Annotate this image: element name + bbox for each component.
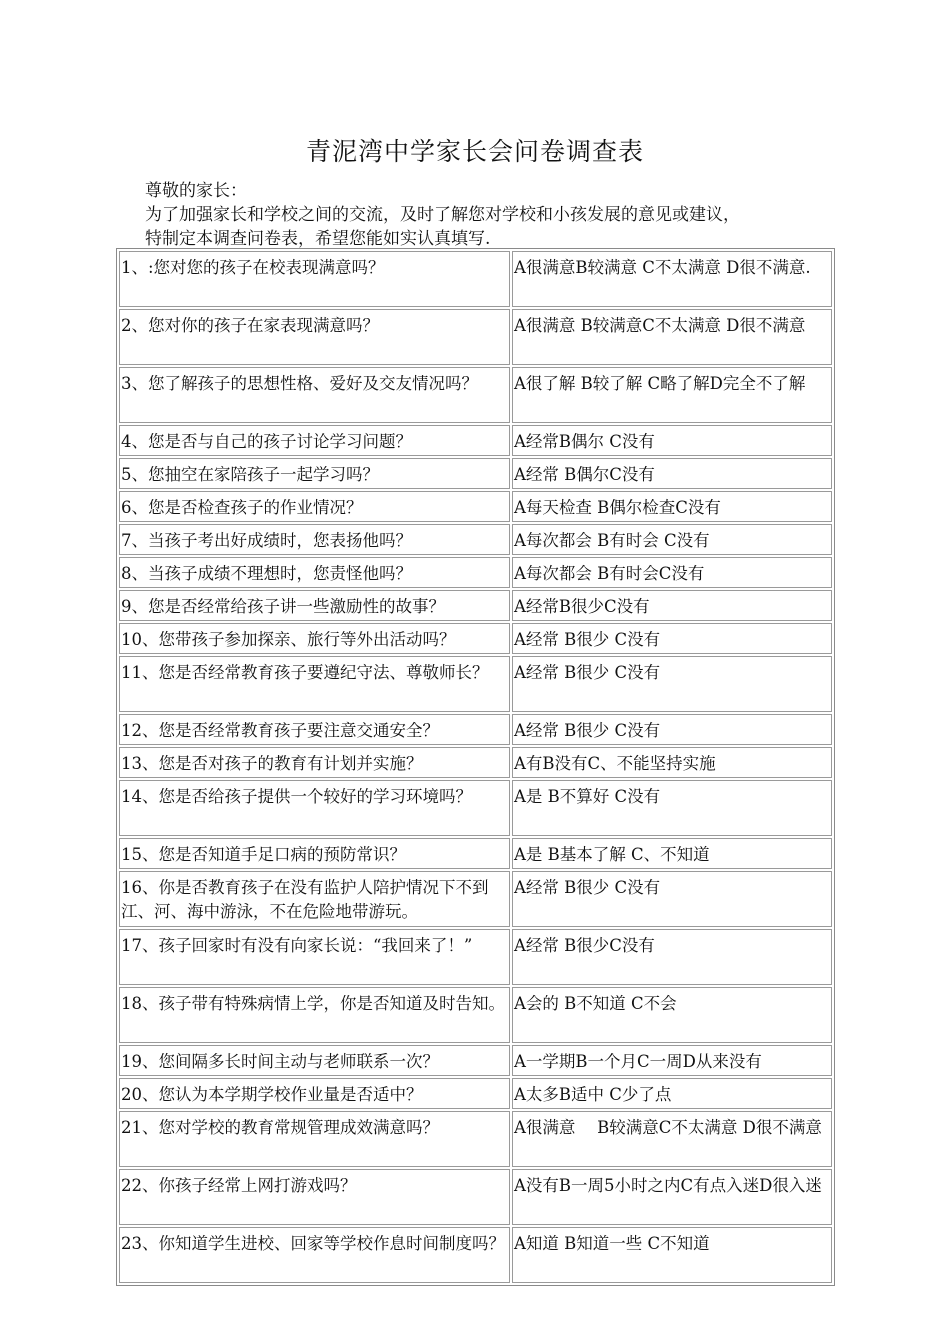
answer-options-cell: A经常 B很少 C没有: [512, 623, 832, 654]
table-row: [119, 1111, 832, 1167]
table-row: [119, 714, 832, 745]
table-row: [119, 871, 832, 927]
table-row: [119, 838, 832, 869]
answer-options-cell: A经常 B很少 C没有: [512, 871, 832, 927]
table-row: [119, 623, 832, 654]
question-cell: 11、您是否经常教育孩子要遵纪守法、尊敬师长？: [119, 656, 510, 712]
answer-options-cell: A每天检查 B偶尔检查C没有: [512, 491, 832, 522]
table-row: [119, 458, 832, 489]
table-row: [119, 1078, 832, 1109]
greeting: 尊敬的家长：: [145, 181, 247, 201]
table-row: [119, 780, 832, 836]
question-cell: 4、您是否与自己的孩子讨论学习问题？: [119, 425, 510, 456]
table-row: [119, 251, 832, 307]
table-row: [119, 590, 832, 621]
answer-options-cell: A很了解 B较了解 C略了解D完全不了解: [512, 367, 832, 423]
answer-options-cell: A有B没有C、不能坚持实施: [512, 747, 832, 778]
answer-options-cell: A经常 B很少C没有: [512, 929, 832, 985]
question-cell: 15、您是否知道手足口病的预防常识？: [119, 838, 510, 869]
table-row: [119, 1169, 832, 1225]
question-cell: 5、您抽空在家陪孩子一起学习吗？: [119, 458, 510, 489]
answer-options-cell: A太多B适中 C少了点: [512, 1078, 832, 1109]
answer-options-cell: A经常B很少C没有: [512, 590, 832, 621]
question-cell: 10、您带孩子参加探亲、旅行等外出活动吗？: [119, 623, 510, 654]
question-cell: 9、您是否经常给孩子讲一些激励性的故事？: [119, 590, 510, 621]
answer-options-cell: A经常 B很少 C没有: [512, 714, 832, 745]
table-row: [119, 1045, 832, 1076]
question-cell: 1、:您对您的孩子在校表现满意吗？: [119, 251, 510, 307]
question-cell: 6、您是否检查孩子的作业情况？: [119, 491, 510, 522]
answer-options-cell: A很满意 B较满意C不太满意 D很不满意: [512, 309, 832, 365]
intro-line-2: 特制定本调查问卷表，希望您能如实认真填写.: [145, 229, 491, 249]
question-cell: 20、您认为本学期学校作业量是否适中？: [119, 1078, 510, 1109]
question-cell: 13、您是否对孩子的教育有计划并实施？: [119, 747, 510, 778]
answer-options-cell: A会的 B不知道 C不会: [512, 987, 832, 1043]
table-row: [119, 524, 832, 555]
table-row: [119, 425, 832, 456]
question-cell: 18、孩子带有特殊病情上学，你是否知道及时告知。: [119, 987, 510, 1043]
table-row: [119, 1227, 832, 1283]
question-cell: 16、你是否教育孩子在没有监护人陪护情况下不到江、河、海中游泳，不在危险地带游玩。: [119, 871, 510, 927]
table-row: [119, 987, 832, 1043]
question-cell: 14、您是否给孩子提供一个较好的学习环境吗？: [119, 780, 510, 836]
answer-options-cell: A经常B偶尔 C没有: [512, 425, 832, 456]
answer-options-cell: A很满意 B较满意C不太满意 D很不满意: [512, 1111, 832, 1167]
question-cell: 17、孩子回家时有没有向家长说：“我回来了！”: [119, 929, 510, 985]
answer-options-cell: A是 B不算好 C没有: [512, 780, 832, 836]
table-row: [119, 309, 832, 365]
answer-options-cell: A是 B基本了解 C、不知道: [512, 838, 832, 869]
answer-options-cell: A每次都会 B有时会 C没有: [512, 524, 832, 555]
question-cell: 21、您对学校的教育常规管理成效满意吗？: [119, 1111, 510, 1167]
table-row: [119, 367, 832, 423]
question-cell: 7、当孩子考出好成绩时，您表扬他吗？: [119, 524, 510, 555]
survey-table: [116, 248, 835, 1286]
question-cell: 8、当孩子成绩不理想时，您责怪他吗？: [119, 557, 510, 588]
question-cell: 22、你孩子经常上网打游戏吗？: [119, 1169, 510, 1225]
table-row: [119, 747, 832, 778]
answer-options-cell: A很满意B较满意 C不太满意 D很不满意.: [512, 251, 832, 307]
answer-options-cell: A经常 B偶尔C没有: [512, 458, 832, 489]
page-title: 青泥湾中学家长会问卷调查表: [305, 137, 644, 166]
answer-options-cell: A知道 B知道一些 C不知道: [512, 1227, 832, 1283]
question-cell: 12、您是否经常教育孩子要注意交通安全？: [119, 714, 510, 745]
table-row: [119, 656, 832, 712]
answer-options-cell: A每次都会 B有时会C没有: [512, 557, 832, 588]
table-row: [119, 557, 832, 588]
question-cell: 19、您间隔多长时间主动与老师联系一次？: [119, 1045, 510, 1076]
answer-options-cell: A一学期B一个月C一周D从来没有: [512, 1045, 832, 1076]
answer-options-cell: A经常 B很少 C没有: [512, 656, 832, 712]
question-cell: 3、您了解孩子的思想性格、爱好及交友情况吗？: [119, 367, 510, 423]
question-cell: 23、你知道学生进校、回家等学校作息时间制度吗？: [119, 1227, 510, 1283]
table-row: [119, 491, 832, 522]
intro-line-1: 为了加强家长和学校之间的交流，及时了解您对学校和小孩发展的意见或建议，: [145, 205, 740, 225]
table-row: [119, 929, 832, 985]
answer-options-cell: A没有B一周5小时之内C有点入迷D很入迷: [512, 1169, 832, 1225]
question-cell: 2、您对你的孩子在家表现满意吗？: [119, 309, 510, 365]
